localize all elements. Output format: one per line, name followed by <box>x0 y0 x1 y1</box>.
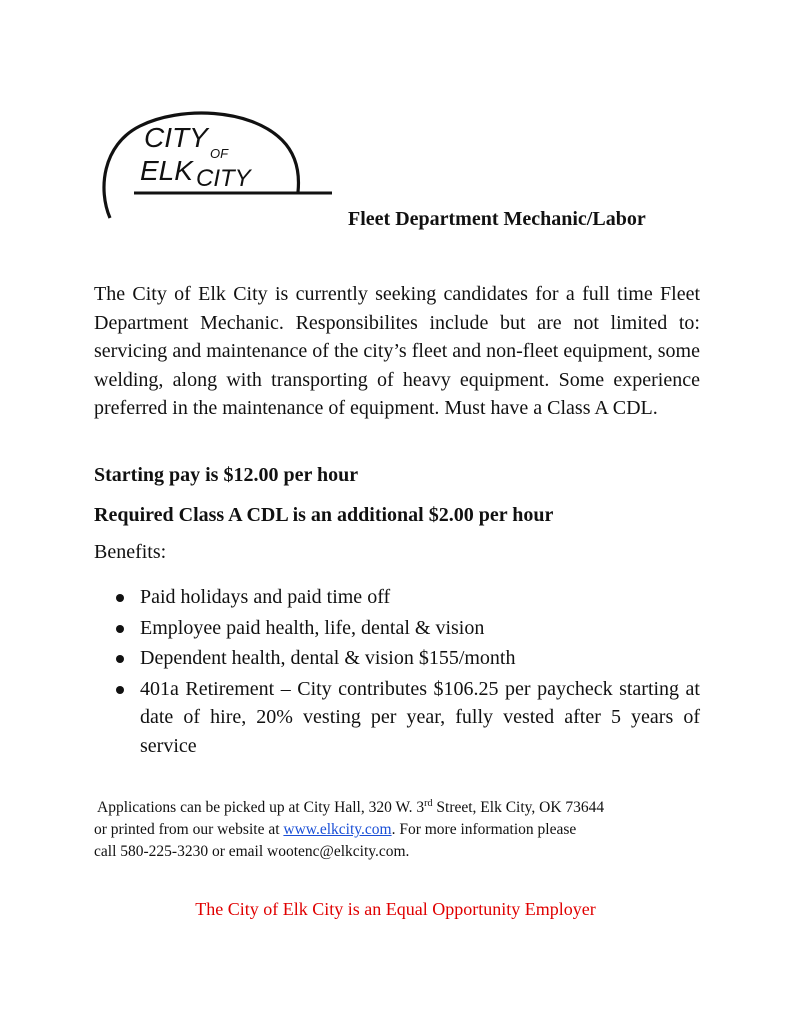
bullet-icon <box>116 625 124 633</box>
bullet-icon <box>116 655 124 663</box>
logo-text-city: CITY <box>144 122 208 153</box>
benefit-text: Employee paid health, life, dental & vision <box>140 616 485 639</box>
apply-text-2: Street, Elk City, OK 73644 <box>432 799 605 816</box>
website-link[interactable]: www.elkcity.com <box>283 821 392 838</box>
list-item <box>94 614 700 643</box>
logo-text-of: OF <box>210 146 229 161</box>
starting-pay: Starting pay is $12.00 per hour <box>94 464 359 486</box>
list-item <box>94 583 700 612</box>
benefit-text: Dependent health, dental & vision $155/month <box>140 647 516 670</box>
apply-text-1: Applications can be picked up at City Hall, 320 W. 3 <box>97 799 425 816</box>
benefit-text: Paid holidays and paid time off <box>140 586 391 608</box>
job-description: The City of Elk City is currently seeking candidates for a full time Fleet Department Mechanic. Responsibilites include but are not limited to: servicing and maintenance of the city’s fleet and non-fleet equipment, some welding, along with transporting of heavy equipment. Some experience preferred in the maintenance of equipment. Must have a Class A CDL. <box>94 283 700 420</box>
apply-text-4: . For more information please <box>391 821 577 838</box>
apply-text-3: or printed from our website at <box>94 821 284 838</box>
apply-sup: rd <box>424 797 433 809</box>
logo-text-city-2: CITY <box>196 165 251 192</box>
city-logo-graphic <box>100 110 340 220</box>
bullet-icon <box>116 594 124 602</box>
benefits-heading: Benefits: <box>94 541 167 563</box>
application-info <box>94 797 714 863</box>
list-item <box>94 644 700 673</box>
apply-text-5: call 580-225-3230 or email wootenc@elkcity.com. <box>94 843 410 860</box>
equal-opportunity-statement: The City of Elk City is an Equal Opportunity Employer <box>195 899 596 919</box>
cdl-pay: Required Class A CDL is an additional $2.00 per hour <box>94 504 554 526</box>
benefit-text: 401a Retirement – City contributes $106.25 per paycheck starting at date of hire, 20% vesting per year, fully vested after 5 years of service <box>140 677 700 757</box>
list-item <box>94 675 700 761</box>
job-title: Fleet Department Mechanic/Labor <box>348 208 646 230</box>
benefits-list <box>94 583 700 763</box>
bullet-icon <box>116 686 124 694</box>
city-logo <box>100 110 340 220</box>
logo-text-elk: ELK <box>140 155 193 186</box>
